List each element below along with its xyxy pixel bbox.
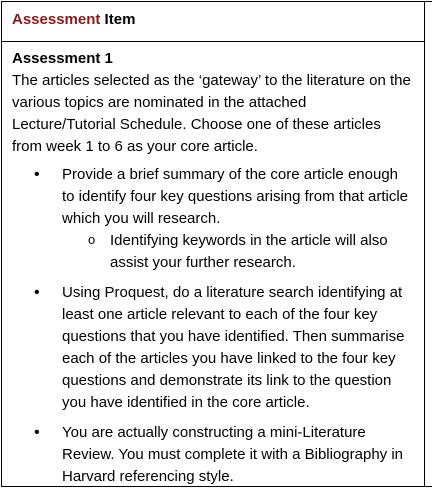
assessment-content: [2, 42, 424, 488]
list-item: • You are actually constructing a mini-Literature Review. You must complete it with a Bibliography in Harvard referencing style.: [12, 422, 414, 488]
list-item: • Using Proquest, do a literature search identifying at least one article relevant to each of the four key questions that you have identified. Then summarise each of the articles you have linked to the four key questions and demonstrate its link to the question you have identified in the core article.: [12, 282, 414, 414]
adjacent-column-edge: [425, 1, 432, 487]
sub-list: [62, 230, 414, 274]
assessment-title: Assessment 1: [12, 50, 113, 67]
list-item: [12, 164, 414, 274]
table-header: [2, 2, 424, 42]
sub-list-item: o Identifying keywords in the article will also assist your further research.: [86, 230, 414, 274]
assessment-intro: The articles selected as the ‘gateway’ to the literature on the various topics are nominated in the attached Lecture/Tutorial Schedule. Choose one of these articles from week 1 to 6 as your core article.: [12, 72, 411, 155]
list-item-text: Provide a brief summary of the core article enough to identify four key questions arising from that article which you will research.: [62, 166, 408, 227]
header-item-word: Item: [100, 11, 136, 28]
assessment-table: [1, 1, 425, 487]
requirements-list: [12, 164, 414, 488]
header-accent-word: Assessment: [12, 11, 101, 28]
